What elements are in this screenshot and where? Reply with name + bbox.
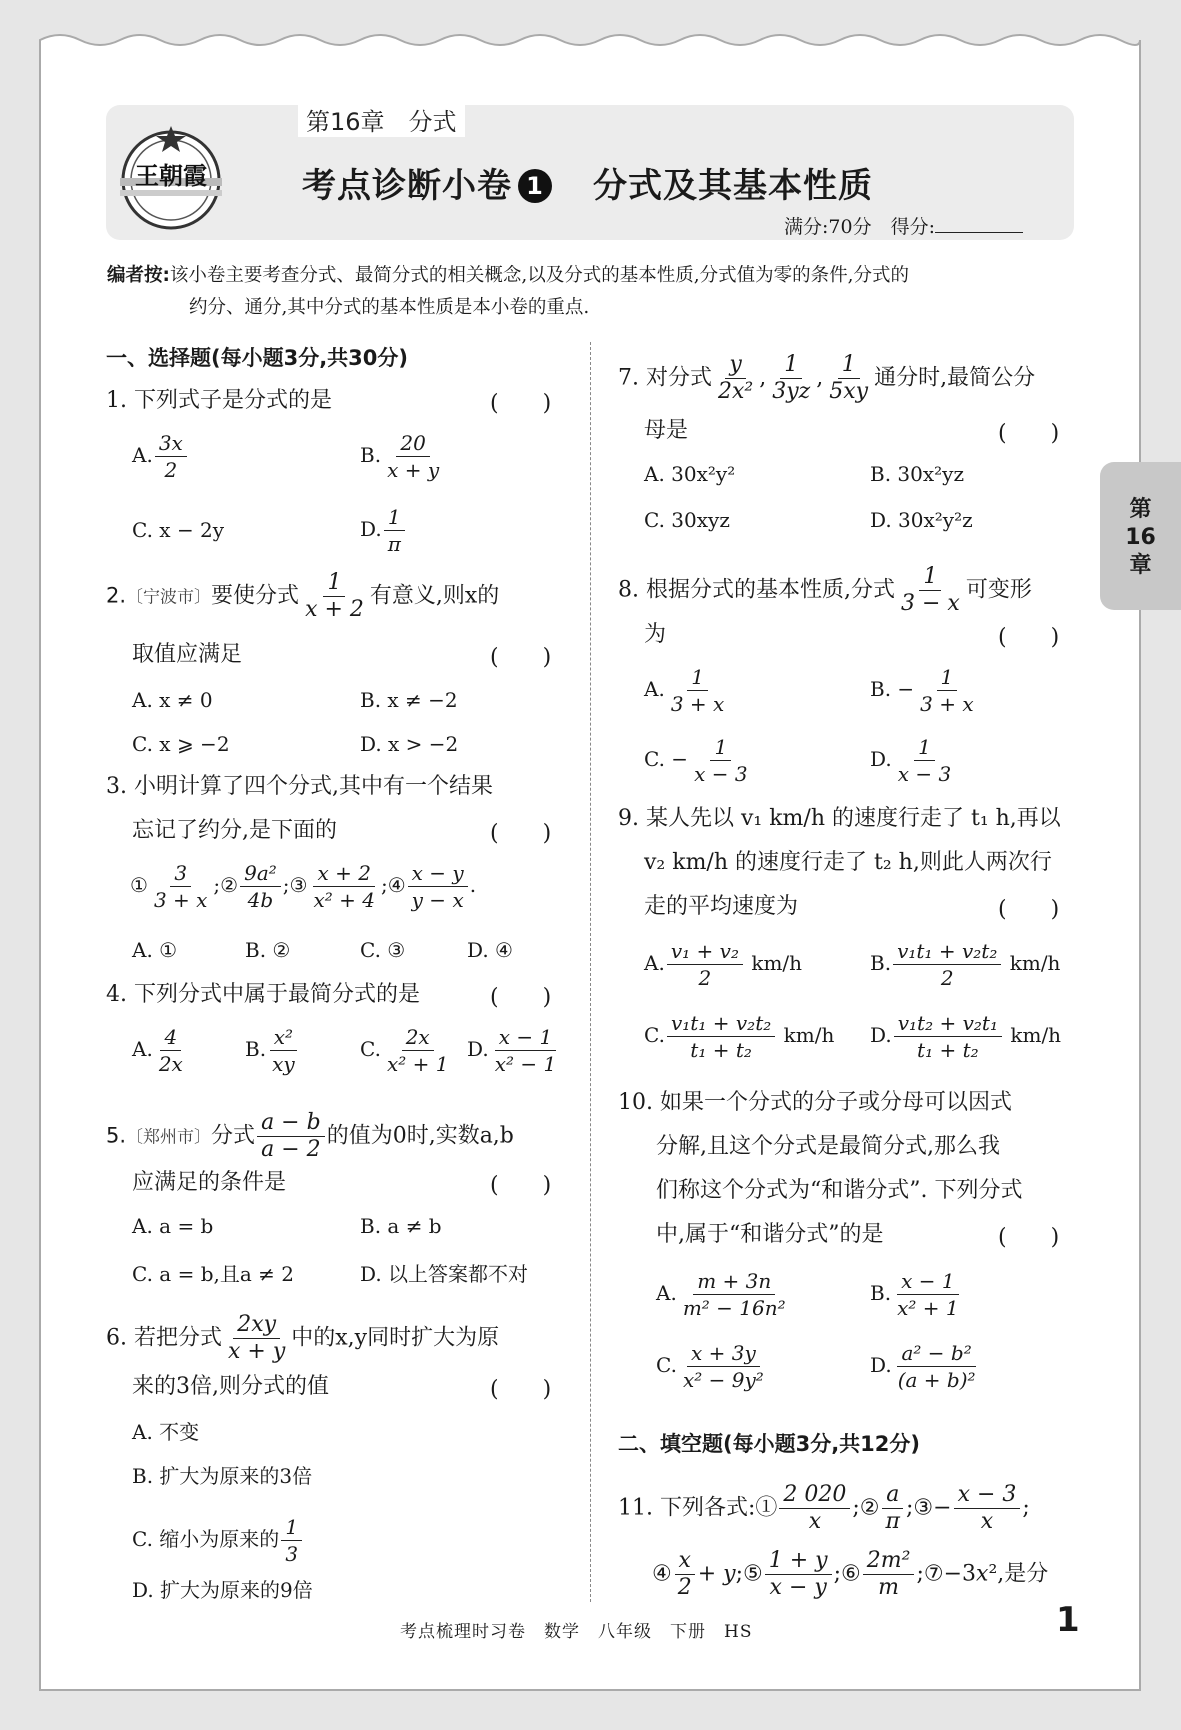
q7-stem: 7. 对分式 $\frac{y}{\text{2x²}}$ , $\frac{1}{3yz}$ , $\frac{1}{5xy}$ 通分时,最简公分	[618, 352, 1036, 404]
q5-option-c[interactable]: C. a = b,且a ≠ 2	[132, 1262, 294, 1286]
q9-option-d[interactable]: D. $\frac{\text{v₁t₂ + v₂t₁}}{\text{t₁ + t₂}}$ km/h	[870, 1011, 1062, 1062]
note-label: 编者按:	[107, 265, 170, 286]
q9-option-a[interactable]: A. $\frac{\text{v₁ + v₂}}{2}$ km/h	[644, 939, 803, 990]
q4-stem: 4. 下列分式中属于最简分式的是	[106, 982, 420, 1007]
score-line	[784, 212, 1023, 239]
q5-option-d[interactable]: D. 以上答案都不对	[360, 1262, 529, 1286]
q7-text1: 7. 对分式	[618, 365, 712, 391]
note-line2: 约分、通分,其中分式的基本性质是本小卷的重点.	[189, 297, 590, 318]
chapter-label: 第16章 分式	[298, 102, 465, 137]
q10-option-a[interactable]: A. $\frac{m + 3n}{\text{m² − 16n²}}$	[656, 1269, 786, 1320]
q3-fractions: ① $\frac{3}{3 + x}$ ;② $\frac{\text{9a²}}{4b}$ ;③ $\frac{x + 2}{\text{x² + 4}}$ ;④ $\frac{x - y}{y - x}$ .	[130, 861, 477, 912]
q3-stem: 3. 小明计算了四个分式,其中有一个结果	[106, 774, 493, 799]
q1-b-label: B.	[360, 443, 382, 467]
column-divider	[590, 342, 591, 1602]
page-title	[302, 158, 873, 207]
q9-stem-3: 走的平均速度为	[644, 894, 799, 919]
editor-note	[107, 260, 1077, 324]
q2-option-d[interactable]: D. x > −2	[360, 732, 459, 756]
q6-text2: 中的x,y同时扩大为原	[291, 1325, 500, 1351]
q2-tag: 〔宁波市〕	[126, 587, 212, 608]
q2-stem: 2.〔宁波市〕要使分式 $\frac{1}{x + 2}$ 有意义,则x的	[106, 570, 500, 622]
q9-a-unit: km/h	[751, 951, 803, 975]
note-line1: 该小卷主要考查分式、最简分式的相关概念,以及分式的基本性质,分式值为零的条件,分式的	[169, 265, 910, 286]
q10-option-b[interactable]: B. $\frac{x - 1}{\text{x² + 1}}$	[870, 1269, 959, 1320]
q5-option-b[interactable]: B. a ≠ b	[360, 1214, 442, 1238]
q2-option-c[interactable]: C. x ⩾ −2	[132, 732, 230, 756]
q7-text2: 通分时,最简公分	[874, 365, 1036, 391]
q5-stem: 5.〔郑州市〕分式 $\frac{a - b}{a - 2}$ 的值为0时,实数a,b	[106, 1110, 514, 1162]
q5-number: 5.	[106, 1123, 127, 1148]
logo-text: 王朝霞	[135, 164, 207, 190]
q7-option-c[interactable]: C. 30xyz	[644, 508, 730, 532]
score-blank[interactable]	[935, 232, 1023, 233]
score-text: 满分:70分 得分:	[784, 216, 935, 238]
q10-option-d[interactable]: D. $\frac{\text{a² − b²}}{\text{(a + b)²}}$	[870, 1341, 976, 1392]
q11-stem: 11. 下列各式:① $\frac{2 020}{x}$ ;② $\frac{a}{\pi}$ ;③− $\frac{x - 3}{x}$ ;	[618, 1482, 1030, 1534]
q1-d-label: D.	[360, 517, 382, 541]
footer-text: 考点梳理时习卷 数学 八年级 下册 HS	[400, 1622, 753, 1642]
q7-option-d[interactable]: D. 30x²y²z	[870, 508, 973, 532]
side-tab-line1: 第	[1129, 497, 1152, 522]
q5-option-a[interactable]: A. a = b	[132, 1214, 214, 1238]
side-tab-line3: 章	[1129, 553, 1152, 578]
q6-option-b[interactable]: B. 扩大为原来的3倍	[132, 1464, 313, 1488]
q8-stem-cont: 为	[644, 622, 667, 647]
q1-option-a[interactable]: A. $\frac{3x}{2}$	[132, 430, 189, 483]
q4-option-a[interactable]: A. $\frac{4}{2x}$	[132, 1025, 183, 1076]
q6-option-a[interactable]: A. 不变	[132, 1420, 200, 1444]
q8-option-b[interactable]: B. − $\frac{1}{3 + x}$	[870, 665, 974, 716]
q3-option-a[interactable]: A. ①	[132, 938, 178, 962]
q5-text1: 分式	[211, 1123, 256, 1149]
q6-answer[interactable]: ( )	[490, 1377, 552, 1402]
q8-option-a[interactable]: A. $\frac{1}{3 + x}$	[644, 665, 725, 716]
q5-tag: 〔郑州市〕	[126, 1127, 212, 1148]
q10-stem-3: 们称这个分式为“和谐分式”. 下列分式	[656, 1178, 1023, 1203]
q1-option-d[interactable]: D. $\frac{1}{\pi}$	[360, 504, 407, 557]
q3-answer[interactable]: ( )	[490, 821, 552, 846]
q3-stem-cont: 忘记了约分,是下面的	[132, 818, 337, 843]
q1-option-b[interactable]: B. $\frac{20}{x + y}$	[360, 431, 440, 482]
q7-stem-cont: 母是	[644, 418, 689, 443]
q8-text2: 可变形	[965, 577, 1032, 603]
q2-answer[interactable]: ( )	[490, 645, 552, 670]
q9-c-unit: km/h	[783, 1023, 835, 1047]
q9-b-unit: km/h	[1009, 951, 1061, 975]
q10-stem-2: 分解,且这个分式是最简分式,那么我	[656, 1134, 1000, 1159]
q8-text1: 8. 根据分式的基本性质,分式	[618, 577, 895, 603]
q4-option-c[interactable]: C. $\frac{2x}{\text{x² + 1}}$	[360, 1025, 449, 1076]
q5-stem-cont: 应满足的条件是	[132, 1170, 287, 1195]
q9-stem-2: v₂ km/h 的速度行走了 t₂ h,则此人两次行	[644, 850, 1052, 875]
q7-option-b[interactable]: B. 30x²yz	[870, 462, 964, 486]
q10-option-c[interactable]: C. $\frac{x + 3y}{\text{x² − 9y²}}$	[656, 1341, 764, 1392]
q9-d-unit: km/h	[1010, 1023, 1062, 1047]
side-tab-line2: 16	[1125, 525, 1156, 550]
q4-answer[interactable]: ( )	[490, 985, 552, 1010]
q2-stem-cont: 取值应满足	[132, 642, 243, 667]
section-choice: 一、选择题(每小题3分,共30分)	[106, 346, 409, 370]
q11-text2: 是分	[1004, 1561, 1049, 1587]
q11-stem-2: ④ $\frac{x}{2}$ + y;⑤ $\frac{1 + y}{x - y}$ ;⑥ $\frac{\text{2m²}}{m}$ ;⑦−3x²,是分	[652, 1548, 1049, 1600]
q4-option-b[interactable]: B. $\frac{\text{x²}}{xy}$	[245, 1024, 301, 1077]
q6-stem: 6. 若把分式 $\frac{2xy}{x + y}$ 中的x,y同时扩大为原	[106, 1312, 500, 1364]
q2-option-b[interactable]: B. x ≠ −2	[360, 688, 458, 712]
q8-stem: 8. 根据分式的基本性质,分式 $\frac{1}{3 - x}$ 可变形	[618, 564, 1032, 616]
q2-option-a[interactable]: A. x ≠ 0	[132, 688, 213, 712]
q9-option-b[interactable]: B. $\frac{\text{v₁t₁ + v₂t₂}}{2}$ km/h	[870, 939, 1061, 990]
publisher-logo	[112, 118, 230, 236]
q3-option-d[interactable]: D. ④	[467, 938, 513, 962]
q11-text1: 11. 下列各式:①	[618, 1495, 778, 1521]
q3-option-b[interactable]: B. ②	[245, 938, 291, 962]
q8-option-c[interactable]: C. − $\frac{1}{x - 3}$	[644, 735, 748, 786]
chapter-side-tab	[1100, 462, 1181, 610]
q10-stem-4: 中,属于“和谐分式”的是	[656, 1222, 884, 1247]
q9-answer[interactable]: ( )	[998, 897, 1060, 922]
title-number: 1	[518, 169, 552, 203]
q6-option-d[interactable]: D. 扩大为原来的9倍	[132, 1578, 313, 1602]
q9-stem: 9. 某人先以 v₁ km/h 的速度行走了 t₁ h,再以	[618, 806, 1061, 831]
q5-text2: 的值为0时,实数a,b	[326, 1123, 514, 1149]
q10-stem: 10. 如果一个分式的分子或分母可以因式	[618, 1090, 1012, 1115]
q2-text1: 要使分式	[211, 583, 300, 609]
page-number: 1	[1056, 1600, 1080, 1640]
q1-answer[interactable]: ( )	[490, 391, 552, 416]
q6-option-c[interactable]: C. 缩小为原来的 $\frac{1}{3}$	[132, 1514, 304, 1567]
q7-option-a[interactable]: A. 30x²y²	[644, 462, 736, 486]
q5-answer[interactable]: ( )	[490, 1173, 552, 1198]
q6-stem-cont: 来的3倍,则分式的值	[132, 1374, 329, 1399]
q4-option-d[interactable]: D. $\frac{x - 1}{\text{x² − 1}}$	[467, 1025, 557, 1076]
q3-option-c[interactable]: C. ③	[360, 938, 406, 962]
q9-option-c[interactable]: C. $\frac{\text{v₁t₁ + v₂t₂}}{\text{t₁ + t₂}}$ km/h	[644, 1011, 835, 1062]
q10-answer[interactable]: ( )	[998, 1225, 1060, 1250]
q1-stem: 1. 下列式子是分式的是	[106, 388, 332, 413]
q1-a-label: A.	[132, 443, 153, 467]
q6-c-label: C. 缩小为原来的	[132, 1527, 280, 1551]
title-suffix: 分式及其基本性质	[593, 166, 873, 206]
section-fill: 二、填空题(每小题3分,共12分)	[618, 1432, 921, 1456]
q2-text2: 有意义,则x的	[369, 583, 500, 609]
q2-number: 2.	[106, 583, 127, 608]
q8-answer[interactable]: ( )	[998, 625, 1060, 650]
q7-answer[interactable]: ( )	[998, 421, 1060, 446]
q8-option-d[interactable]: D. $\frac{1}{x - 3}$	[870, 735, 952, 786]
title-prefix: 考点诊断小卷	[302, 166, 512, 206]
q1-option-c[interactable]: C. x − 2y	[132, 518, 225, 542]
q6-text1: 6. 若把分式	[106, 1325, 222, 1351]
